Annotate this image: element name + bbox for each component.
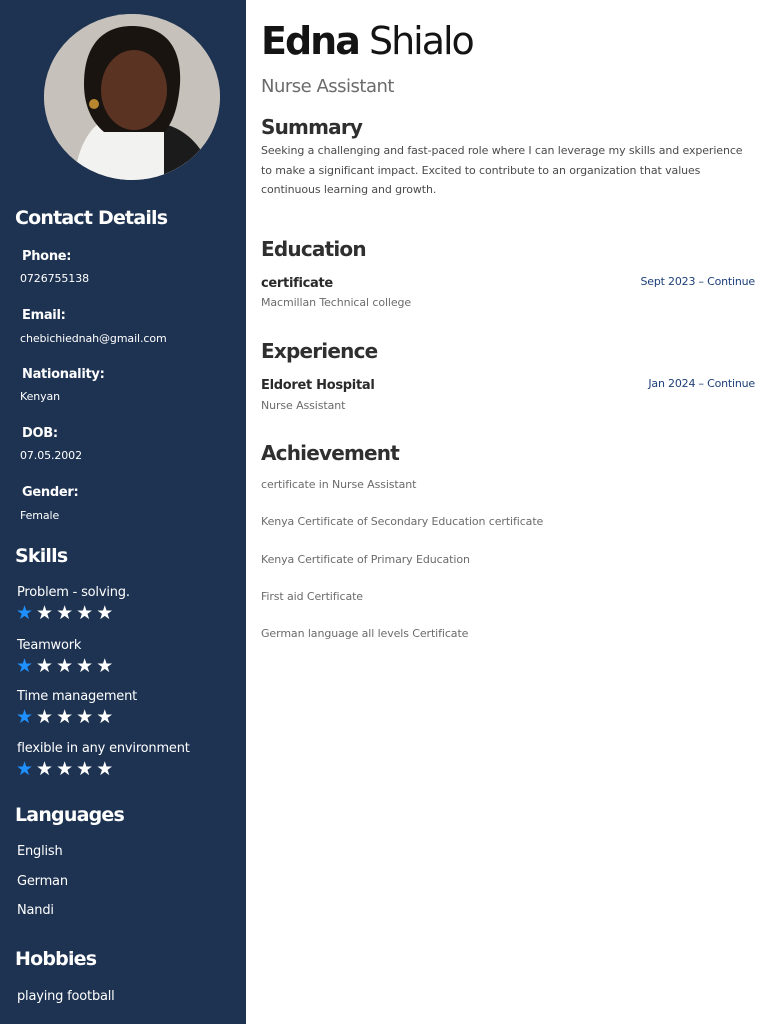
language-item: English <box>17 844 63 859</box>
skill-rating <box>16 604 116 623</box>
sidebar <box>0 0 246 1024</box>
experience-heading: Experience <box>261 339 378 363</box>
star-empty-icon: ★ <box>96 602 117 624</box>
star-empty-icon: ★ <box>96 706 117 728</box>
star-filled-icon: ★ <box>16 602 37 624</box>
education-title: certificate <box>261 276 333 291</box>
summary-text: Seeking a challenging and fast-paced role where I can leverage my skills and experience to make a significant impact. Excited to contribute to an organization that values continuous learning and growth. <box>261 144 743 196</box>
contact-heading: Contact Details <box>15 207 168 229</box>
education-dates: Sept 2023 – Continue <box>640 275 755 288</box>
star-filled-icon: ★ <box>16 655 37 677</box>
star-filled-icon: ★ <box>16 758 37 780</box>
star-empty-icon: ★ <box>76 758 97 780</box>
experience-dates: Jan 2024 – Continue <box>648 377 755 390</box>
profile-photo-image <box>44 14 220 180</box>
achievement-heading: Achievement <box>261 441 399 465</box>
achievement-item: Kenya Certificate of Secondary Education certificate <box>261 515 544 528</box>
skill-rating <box>16 657 116 676</box>
contact-label-gender: Gender: <box>22 485 79 500</box>
contact-label-phone: Phone: <box>22 249 72 264</box>
achievement-item: German language all levels Certificate <box>261 627 469 640</box>
skills-heading: Skills <box>15 545 68 567</box>
first-name: Edna <box>261 19 359 63</box>
contact-value-dob: 07.05.2002 <box>20 449 82 462</box>
experience-role: Nurse Assistant <box>261 399 346 412</box>
star-filled-icon: ★ <box>16 706 37 728</box>
star-empty-icon: ★ <box>76 706 97 728</box>
language-item: Nandi <box>17 903 54 918</box>
star-empty-icon: ★ <box>36 706 57 728</box>
job-title: Nurse Assistant <box>261 76 394 97</box>
contact-label-nationality: Nationality: <box>22 367 105 382</box>
contact-value-email: chebichiednah@gmail.com <box>20 332 167 345</box>
education-heading: Education <box>261 237 366 261</box>
main-content <box>261 0 757 1024</box>
skill-name: Teamwork <box>17 638 82 653</box>
skill-name: Time management <box>17 689 138 704</box>
last-name: Shialo <box>368 19 473 63</box>
hobby-item: playing football <box>17 989 115 1004</box>
hobbies-heading: Hobbies <box>15 948 97 970</box>
contact-value-phone: 0726755138 <box>20 272 89 285</box>
achievement-item: certificate in Nurse Assistant <box>261 478 417 491</box>
contact-value-nationality: Kenyan <box>20 390 61 403</box>
star-empty-icon: ★ <box>36 655 57 677</box>
contact-label-dob: DOB: <box>22 426 58 441</box>
star-empty-icon: ★ <box>56 602 77 624</box>
star-empty-icon: ★ <box>36 602 57 624</box>
star-empty-icon: ★ <box>36 758 57 780</box>
skill-name: flexible in any environment <box>17 741 190 756</box>
star-empty-icon: ★ <box>76 602 97 624</box>
skill-name: Problem - solving. <box>17 585 130 600</box>
star-empty-icon: ★ <box>56 655 77 677</box>
full-name <box>261 19 473 63</box>
star-empty-icon: ★ <box>76 655 97 677</box>
star-empty-icon: ★ <box>96 655 117 677</box>
language-item: German <box>17 874 68 889</box>
contact-label-email: Email: <box>22 308 66 323</box>
contact-value-gender: Female <box>20 509 60 522</box>
languages-heading: Languages <box>15 804 124 826</box>
star-empty-icon: ★ <box>56 758 77 780</box>
education-institution: Macmillan Technical college <box>261 296 412 309</box>
skill-rating <box>16 760 116 779</box>
experience-employer: Eldoret Hospital <box>261 378 375 393</box>
achievement-item: First aid Certificate <box>261 590 363 603</box>
profile-photo <box>44 14 220 180</box>
star-empty-icon: ★ <box>96 758 117 780</box>
star-empty-icon: ★ <box>56 706 77 728</box>
skill-rating <box>16 708 116 727</box>
achievement-item: Kenya Certificate of Primary Education <box>261 553 470 566</box>
summary-heading: Summary <box>261 115 363 139</box>
